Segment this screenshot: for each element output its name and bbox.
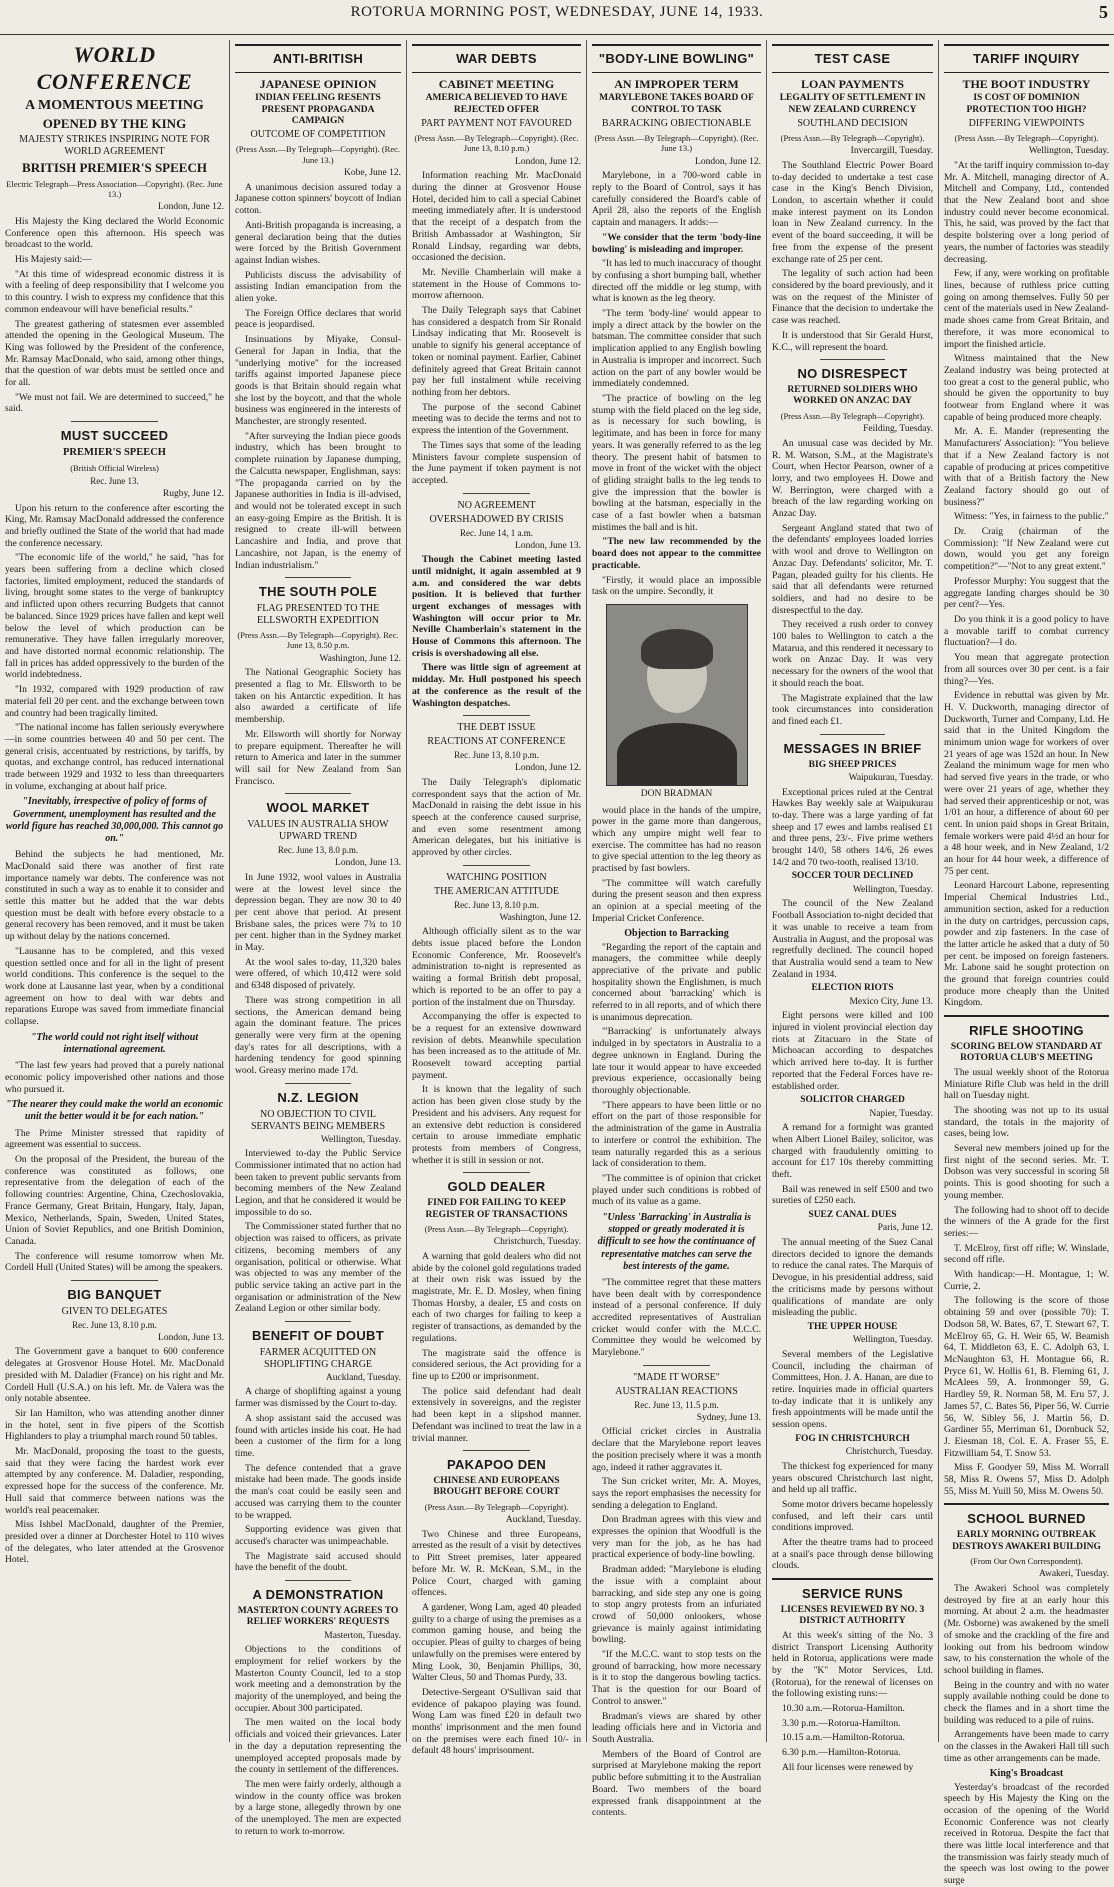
subheadline: SOCCER TOUR DECLINED: [791, 871, 914, 882]
paragraph: The Times says that some of the leading Ministers favour complete suspension of the June payment if token payment is not accepted.: [412, 439, 581, 486]
paragraph: Evidence in rebuttal was given by Mr. H. V. Duckworth, managing director of Duckworth, Turner and Company, Ltd. He said that in the United Kingdom the minimum union wage for workers of over 21 years of age was 152d an hour. In New Zealand the minimum wage for men who had served five years in the trade, or who were over 21 years of age, whether they had served their apprenticeship or not, was 1/01 an hour, a difference of about 60 per cent. In union paid shops in Great Britain, female workers were paid 4½d an hour for a 48 hour week, and in New Zealand, 1/2 an hour for 44 hour week, a difference of 75 per cent.: [944, 690, 1109, 877]
paragraph: The Foreign Office declares that world peace is jeopardised.: [235, 307, 401, 331]
dateline: Auckland, Tuesday.: [505, 1515, 581, 1526]
paragraph: "The term 'body-line' would appear to imply a direct attack by the bowler on the batsman. The committee consider that such implication applied to any English bowling in Australia is improper and incorrect. Such action on the part of any bowler would be immediately condemned.: [592, 308, 761, 390]
subheadline: LICENSES REVIEWED BY NO. 3 DISTRICT AUTHORITY: [780, 1605, 925, 1627]
dateline: Paris, June 12.: [877, 1223, 933, 1234]
column-world-conference: [0, 40, 229, 1742]
divider: [285, 1321, 351, 1322]
paragraph: The Magistrate explained that the law took circumstances into consideration and fined each £1.: [772, 692, 933, 727]
dateline: Invercargill, Tuesday.: [850, 146, 933, 157]
divider: [820, 734, 884, 735]
received-date: Rec. June 14, 1 a.m.: [460, 527, 533, 538]
dateline: London, June 12.: [695, 156, 761, 167]
headline: MESSAGES IN BRIEF: [783, 740, 922, 756]
headline-box: [412, 44, 581, 73]
paragraph: Anti-British propaganda is increasing, a general declaration being that the duties were forced by the British Government against Indian wishes.: [235, 219, 401, 266]
subheadline: AMERICA BELIEVED TO HAVE REJECTED OFFER: [425, 93, 568, 115]
paragraph: The greatest gathering of statesmen ever assembled attended the opening in the Geological Museum. The King was followed by the President of the conference, Mr. Ramsay MacDonald, who said, among other things, that the question of war debts must be settled once and for all.: [5, 318, 224, 389]
paragraph: His Majesty the King declared the World Economic Conference open this afternoon. His speech was broadcast to the world.: [5, 215, 224, 251]
divider: [463, 493, 531, 494]
paragraph: T. McElroy, first off rifle; W. Winslade, second off rifle.: [944, 1242, 1109, 1266]
dateline: London, June 13.: [515, 540, 581, 551]
subheadline: AN IMPROPER TERM: [614, 76, 739, 91]
column-tariff-inquiry: [938, 40, 1114, 1887]
subheadline: "MADE IT WORSE": [633, 1371, 720, 1383]
news-credit: (Press Assn.—By Telegraph—Copyright). (Rec. June 13, 8.10 p.m.): [414, 133, 579, 154]
paragraph: "We must not fail. We are determined to succeed," he said.: [5, 391, 224, 415]
headline: RIFLE SHOOTING: [969, 1023, 1084, 1039]
paragraph: "The committee will watch carefully during the present season and then express an opinion at a special meeting of the Imperial Cricket Conference.: [592, 877, 761, 924]
dateline: Wellington, Tuesday.: [852, 884, 933, 895]
dateline: Napier, Tuesday.: [869, 1108, 933, 1119]
paragraph: "The economic life of the world," he said, "has for years been suffering from a decline which closed factories, limited employment, reduced the standards of living, brought some states to the verge of bankruptcy and inflicted upon others recurring Budgets that cannot be balanced. Since 1929 prices have fallen and kept well below the level of which production can be remunerative. They have fallen irregularly moreover, and have distorted normal economic relationship. The fall in prices has added oppressively to the burden of the world indebtedness.: [5, 552, 224, 681]
paragraph: On the proposal of the President, the bureau of the conference was constituted as follows, one representative from the delegation of each of the following countries: Argentine, China, Czechoslovakia, France Germany, Great Britain, Hungary, Italy, Japan, Mexico, Netherlands, Spain, Sweden, United States, Union of Soviet Republics, and one British Dominion, Canada.: [5, 1153, 224, 1247]
paragraph: The Government gave a banquet to 600 conference delegates at Grosvenor House Hotel. Mr. MacDonald presided with M. Daladier (France) on his right and Mr. Cordell Hull (U.S.A.) on his left. Mr. de Valera was the only notable absentee.: [5, 1346, 224, 1405]
dateline: London, June 13.: [335, 858, 401, 869]
subheadline: VALUES IN AUSTRALIA SHOW UPWARD TREND: [247, 819, 389, 843]
paragraph: Eight persons were killed and 100 injured in violent provincial election day riots at Zitacuaro in the State of Michoacan according to despatches which arrived here to-day. It is further reported that the Federal Forces have re-established order.: [772, 1010, 933, 1092]
subheadline: DIFFERING VIEWPOINTS: [968, 118, 1085, 130]
subheadline: AUSTRALIAN REACTIONS: [615, 1385, 738, 1397]
headline: WORLD CONFERENCE: [36, 42, 193, 94]
paragraph: The men were fairly orderly, although a window in the county office was broken by a large stone, allegedly thrown by one of the unemployed. The men are expected to return to work to-morrow.: [235, 1778, 401, 1837]
subheadline: THE UPPER HOUSE: [807, 1321, 898, 1332]
news-credit: (British Official Wireless): [70, 462, 159, 473]
headline: ANTI-BRITISH: [272, 51, 364, 66]
pull-quote: "Unless 'Barracking' in Australia is stopped or greatly moderated it is difficult to see how the continuance of representative matches can serve the best interests of the game.: [597, 1212, 756, 1272]
column-anti-british: [229, 40, 406, 1837]
headline: NO DISRESPECT: [797, 366, 908, 382]
headline: SCHOOL BURNED: [967, 1511, 1086, 1527]
dateline: London, June 12.: [158, 202, 224, 213]
paragraph: You mean that aggregate protection from all sources over 30 per cent. is a fair thing?—Yes.: [944, 652, 1109, 687]
paragraph: Upon his return to the conference after escorting the King, Mr. Ramsay MacDonald addressed the conference and briefly outlined the State of the world that had made the conference necessary.: [5, 502, 224, 549]
paragraph: Yesterday's broadcast of the recorded speech by His Majesty the King on the occasion of the opening of the World Economic Conference was not clearly received in Rotorua. Despite the fact that there was little local interference and that the transmission was fairly steady much of the speech was lost owing to the power surge: [944, 1781, 1109, 1887]
news-credit: (Press Assn.—By Telegraph—Copyright). (Rec. June 13.): [235, 144, 401, 165]
news-credit: (Press Assn.—By Telegraph—Copyright). (Rec. June 13.): [594, 133, 759, 154]
headline: TARIFF INQUIRY: [973, 51, 1080, 66]
subheadline: SUEZ CANAL DUES: [808, 1210, 897, 1221]
headline: TEST CASE: [814, 51, 891, 66]
divider: [944, 1503, 1109, 1505]
divider: [285, 793, 351, 794]
masthead: [0, 0, 1114, 35]
pull-quote: "The nearer they could make the world an economic unit the better would it be for each nation.": [5, 1099, 224, 1123]
paragraph: The purpose of the second Cabinet meeting was to decide the terms and not to express the intention of the Government.: [412, 401, 581, 437]
paragraph: The men waited on the local body officials and voiced their grievances. Later in the day a deputation representing the unemployed accepted proposals made by the county in settlement of the differences.: [235, 1717, 401, 1776]
paragraph: A gardener, Wong Lam, aged 40 pleaded guilty to a charge of using the premises as a common gaming house, and being the occupier. Pleas of guilty to charges of being unlawfully on the premises were entered by Ming Look, 30, Benjamin Phillips, 30, Walter Cleus, 50 and Thomas Purdy, 33.: [412, 1602, 581, 1684]
paragraph: The Sun cricket writer, Mr. A. Moyes, says the report emphasises the necessity for sending a delegation to England.: [592, 1476, 761, 1511]
dateline: Awakeri, Tuesday.: [1038, 1569, 1109, 1580]
news-credit: (Press Assn.—By Telegraph—Copyright).: [424, 1224, 569, 1235]
paragraph: Bradman's views are shared by other leading officials here and in Victoria and South Australia.: [592, 1710, 761, 1745]
dateline: Feilding, Tuesday.: [863, 424, 933, 435]
news-credit: (Press Assn.—By Telegraph—Copyright).: [780, 133, 925, 144]
subheadline: OVERSHADOWED BY CRISIS: [429, 513, 564, 525]
dateline: Washington, June 12.: [499, 912, 581, 923]
subheadline: BRITISH PREMIER'S SPEECH: [22, 160, 207, 176]
divider: [285, 1083, 351, 1084]
news-credit: (Press Assn.—By Telegraph—Copyright).: [780, 410, 925, 421]
subheadline: CHINESE AND EUROPEANS BROUGHT BEFORE COURT: [433, 1476, 560, 1498]
photo-shoulders: [617, 723, 737, 785]
subheadline: MASTERTON COUNTY AGREES TO RELIEF WORKERS' REQUESTS: [237, 1605, 399, 1628]
divider: [463, 1172, 531, 1173]
paragraph: Miss F. Goodyer 59, Miss M. Worrall 58, Miss R. Owens 57, Miss D. Adolph 55, Miss M. Yuill 50, Miss M. Owens 50.: [944, 1462, 1109, 1497]
headline: BIG BANQUET: [67, 1287, 162, 1303]
paragraph: Some motor drivers became hopelessly confused, and left their cars until conditions improved.: [772, 1498, 933, 1534]
received-date: Rec. June 13, 11.5 p.m.: [634, 1399, 719, 1410]
paragraph: Behind the subjects he had mentioned, Mr. MacDonald said there was another of first rate importance namely war debts. The conference was not constituted in such a way as to enable it to consider and settle this matter but he added that the war debts question must be dealt with before every obstacle to a general recovery has been removed, and it must be taken up without delay by the nations concerned.: [5, 849, 224, 943]
paragraph: "The national income has fallen seriously everywhere—in some countries between 40 and 50 per cent. The general crisis, accentuated by restrictions, by tariffs, by quotas, and exchange control, has reduced international trade between 1929 and 1932 to less than threequarters in volume, exchanging at about half price.: [5, 722, 224, 792]
paragraph: A unanimous decision assured today a Japanese cotton spinners' boycott of Indian cotton.: [235, 181, 401, 217]
paragraph: "There appears to have been little or no effort on the part of those responsible for the administration of the game in Australia to interfere or control the exhibition. The team naturally regarded this as a serious lack of consideration to them.: [592, 1099, 761, 1170]
dateline: Auckland, Tuesday.: [325, 1372, 401, 1383]
paragraph: The magistrate said the offence is considered serious, the Act providing for a fine up to £200 or imprisonment.: [412, 1347, 581, 1382]
news-credit: (Press Assn.—By Telegraph—Copyright). Rec. June 13, 8.50 p.m.: [237, 630, 399, 651]
dateline: Masterton, Tuesday.: [324, 1630, 401, 1641]
paragraph: The Daily Telegraph's diplomatic correspondent says that the action of Mr. MacDonald in raising the debt issue in his speech at the conference caused surprise, and even some resentment among American delegates, but his initiative is approved by other circles.: [412, 776, 581, 859]
subheadline: IS COST OF DOMINION PROTECTION TOO HIGH?: [966, 93, 1087, 115]
subheadline: PREMIER'S SPEECH: [63, 447, 166, 459]
column-test-case: [766, 40, 938, 1773]
paragraph: Accompanying the offer is expected to be a request for an extensive downward revision of debts. Meanwhile speculation has been increased as to the attitude of Mr. Roosevelt toward accepting partial payment.: [412, 1011, 581, 1081]
paragraph: Mr. Ellsworth will shortly for Norway to prepare equipment. Thereafter he will return to America and later in the summer will sail for New Zealand from San Francisco.: [235, 728, 401, 787]
portrait-photo: [606, 604, 748, 786]
column-body-line-bowling: [586, 40, 766, 1819]
paragraph: "The new law recommended by the board does not appear to the committee practicable.: [592, 536, 761, 571]
paragraph: Miss Ishbel MacDonald, daughter of the Premier, presided over a dinner at Dorchester Hotel to 110 wives of the delegates, who later attended at the Grosvenor Hotel.: [5, 1519, 224, 1566]
paragraph: An unusual case was decided by Mr. R. M. Watson, S.M., at the Magistrate's Court, when Hector Pearson, owner of a lorry, and two employees H. Dowe and W. Berrington, were charged with a breach of the law regarding working on Anzac Day.: [772, 437, 933, 520]
paragraph: "Firstly, it would place an impossible task on the umpire. Secondly, it: [592, 574, 761, 598]
news-credit: Electric Telegraph—Press Association—Copyright). (Rec. June 13.): [6, 178, 223, 199]
paragraph: The Prime Minister stressed that rapidity of agreement was essential to success.: [5, 1127, 224, 1151]
paragraph: Supporting evidence was given that accused's character was unimpeachable.: [235, 1524, 401, 1547]
paragraph: Bradman added: "Marylebone is eluding the issue with a complaint about barracking, and side step any one is going to stop angry protests from an infuriated crowd of 50,000 onlookers, whose grievance is mainly against intimidating bowling.: [592, 1564, 761, 1646]
paragraph: There was little sign of agreement at midday. Mr. Hull postponed his speech at the conference as the result of the Washington despatches.: [412, 662, 581, 709]
paragraph: Publicists discuss the advisability of assisting Indian emancipation from the alien yoke.: [235, 269, 401, 305]
paragraph: It is understood that Sir Gerald Hurst, K.C., will represent the board.: [772, 329, 933, 353]
paragraph: The defence contended that a grave mistake had been made. The goods inside the man's coat could be easily seen and accused was carrying them to the counter to be wrapped.: [235, 1462, 401, 1521]
paragraph: Official cricket circles in Australia declare that the Marylebone report leaves the position precisely where it was a month ago, indeed it rather aggravates it.: [592, 1426, 761, 1473]
paragraph: Several members of the Legislative Council, including the chairman of Committees, Hon. J. A. Hanan, are due to retire. Inquiries made in official quarters to-day indicate that it is unlikely any fresh appointments will be made until the session opens.: [772, 1348, 933, 1431]
paragraph: The annual meeting of the Suez Canal directors decided to ignore the demands to reduce the canal rates. The Marquis of Devogue, in his presidential address, said the criticisms made by persons without qualifications of mandate are only misleading the public.: [772, 1237, 933, 1319]
dateline: Sydney, June 13.: [696, 1412, 761, 1423]
headline: GOLD DEALER: [447, 1179, 546, 1195]
dateline: Wellington, Tuesday.: [852, 1335, 933, 1346]
paragraph: At the wool sales to-day, 11,320 bales were offered, of which 10,412 were sold and 6348 disposed of privately.: [235, 956, 401, 992]
paragraph: 3.30 p.m.—Rotorua-Hamilton.: [782, 1717, 901, 1729]
paragraph: 10.30 a.m.—Rotorua-Hamilton.: [782, 1703, 905, 1715]
paragraph: Insinuations by Miyake, Consul-General for Japan in India, that the "underlying motive" for the increased tariffs against imported Japanese piece goods is that Britain should regain what she lost by the boycott, and that the whole business was engineered in the interests of Manchester, are strongly resented.: [235, 334, 401, 428]
paragraph: Few, if any, were working on profitable lines, because of ruthless price cutting going on among themselves. Fully 50 per cent of the materials used in New Zealand-made shoes came from Great Britain, and therefore, it was more economical to import the finished article.: [944, 268, 1109, 350]
photo-caption: DON BRADMAN: [640, 788, 713, 799]
paragraph: "At this time of widespread economic distress it is with a feeling of deep responsibility that I welcome you to this country. I wish to express my confidence that this common endeavour will have beneficial results.": [5, 268, 224, 315]
paragraph: Witness: "Yes, in fairness to the public.": [954, 511, 1109, 523]
paragraph: "'Barracking' is unfortunately always indulged in by spectators in Australia to a degree unknown in England. During the late tour it would appear to have exceeded previous experience, occasionally being thoroughly objectionable.: [592, 1026, 761, 1096]
paragraph: Bail was renewed in self £500 and two sureties of £250 each.: [772, 1183, 933, 1207]
paragraph: "The committee is of opinion that cricket played under such conditions is robbed of much of its value as a game.: [592, 1172, 761, 1208]
paragraph: Detective-Sergeant O'Sullivan said that evidence of pakapoo playing was found. Wong Lam was fined £20 in default two months' imprisonment and the men found on the premises were each fined 10/- in default 48 hours' imprisonment.: [412, 1686, 581, 1757]
subheadline: SOUTHLAND DECISION: [797, 118, 908, 130]
subheadline: BARRACKING OBJECTIONABLE: [601, 118, 752, 130]
subheadline: THE DEBT ISSUE: [457, 722, 536, 734]
subheadline: JAPANESE OPINION: [259, 76, 377, 91]
subheadline: SOLICITOR CHARGED: [800, 1095, 905, 1106]
paragraph: A shop assistant said the accused was found with articles inside his coat. He had been a customer of the firm for a long time.: [235, 1412, 401, 1459]
paragraph: 6.30 p.m.—Hamilton-Rotorua.: [782, 1747, 901, 1759]
page-number: 5: [1099, 2, 1108, 22]
divider: [463, 715, 531, 716]
subheadline: THE BOOT INDUSTRY: [962, 76, 1091, 91]
subheadline: NO OBJECTION TO CIVIL SERVANTS BEING MEMBERS: [250, 1108, 386, 1132]
divider: [643, 1365, 711, 1366]
headline-box: [772, 44, 933, 73]
dateline: Kobe, June 12.: [344, 168, 401, 179]
paragraph: The Southland Electric Power Board to-day decided to undertake a test case case in the King's Bench Division, London, to ascertain whether it could make interest payment on its London loan in New Zealand currency. In the event of the board succeeding, it will be free from the expense of the present exchange rate of 25 per cent.: [772, 159, 933, 265]
headline: WAR DEBTS: [456, 51, 537, 66]
subheadline: LOAN PAYMENTS: [800, 76, 904, 91]
dateline: Wellington, Tuesday.: [1028, 146, 1109, 157]
subheadline: MARYLEBONE TAKES BOARD OF CONTROL TO TASK: [599, 93, 754, 115]
paragraph: There was strong competition in all sections, the American demand being again the dominant feature. The prices generally were very firm at the opening day's rates for all descriptions, with a hardening tendency for good spinning wool. Greasy merino made 17d.: [235, 994, 401, 1077]
paragraph: A charge of shoplifting against a young farmer was dismissed by the Court to-day.: [235, 1386, 401, 1410]
divider: [463, 865, 531, 866]
subheadline: EARLY MORNING OUTBREAK DESTROYS AWAKERI BUILDING: [952, 1530, 1101, 1552]
paragraph: "Regarding the report of the captain and managers, the committee while deeply appreciative of the private and public hospitality shown the Englishmen, is much concerned about 'barracking' which is referred to in all reports, and of which there is unanimous deprecation.: [592, 941, 761, 1023]
headline: N.Z. LEGION: [277, 1089, 359, 1105]
headline: A DEMONSTRATION: [252, 1587, 384, 1603]
subheadline: OPENED BY THE KING: [42, 116, 187, 132]
divider: [285, 577, 351, 578]
photo-hair: [641, 629, 713, 669]
headline: BENEFIT OF DOUBT: [252, 1328, 384, 1344]
pull-quote: "Inevitably, irrespective of policy of forms of Government, unemployment has resulted and the world figure has reached 30,000,000. This cannot go on.": [5, 796, 224, 844]
paragraph: Exceptional prices ruled at the Central Hawkes Bay weekly sale at Waipukurau to-day. There was a large yarding of fat sheep and 17 ewes and lambs realised £1 and three pens, 23/-. Five prime wethers brought 14/0, 58 others 14/6, 26 ewes 14/2 and 70 two-tooth, realised 13/10.: [772, 786, 933, 868]
divider: [772, 1578, 933, 1580]
masthead-title: ROTORUA MORNING POST, WEDNESDAY, JUNE 14, 1933.: [350, 4, 764, 20]
paragraph: It is known that the legality of such action has been given close study by the President and his advisers. Any request for an extensive debt reduction is considered certain to arouse immediate emphatic protests from members of Congress, whether it is still in session or not.: [412, 1084, 581, 1166]
headline: WOOL MARKET: [266, 800, 370, 816]
dateline: Wellington, Tuesday.: [320, 1134, 401, 1145]
news-credit: (Press Assn.—By Telegraph—Copyright).: [424, 1501, 569, 1512]
paragraph: Professor Murphy: You suggest that the aggregate landing charges should be 30 per cent?—Yes.: [944, 575, 1109, 611]
paragraph: All four licenses were renewed by: [782, 1761, 914, 1773]
dateline: Christchurch, Tuesday.: [845, 1447, 933, 1458]
subheadline: OUTCOME OF COMPETITION: [250, 129, 386, 141]
paragraph: The Awakeri School was completely destroyed by fire at an early hour this morning. At about 2 a.m. the headmaster (Mr. Osborne) was awakened by the smell of smoke and the crackling of the fire and looking out from his bedroom window saw, to his consternation the whole of the school building in flames.: [944, 1583, 1109, 1676]
received-date: Rec. June 13, 8.10 p.m.: [454, 750, 539, 761]
dateline: Mexico City, June 13.: [849, 996, 933, 1007]
paragraph: Leonard Harcourt Labone, representing Imperial Chemical Industries Ltd., ammunition section, asked for a reduction in the duty on cartridges, percussion caps, powder and zip fasteners. In the case of the latter article he asked that a duty of 50 per cent. be imposed on foreign fasteners. Mr. Labone said he sought protection on the ground that foreign countries could produce more cheaply than the United Kingdom.: [944, 880, 1109, 1009]
paragraph: "The last few years had proved that a purely national economic policy impoverished other nations and those who pursued it.: [5, 1060, 224, 1095]
paragraph: 10.15 a.m.—Hamilton-Rotorua.: [782, 1732, 905, 1744]
paragraph: Being in the country and with no water supply available nothing could be done to check the flames and in a short time the building was reduced to a pile of ruins.: [944, 1679, 1109, 1726]
paragraph: "In 1932, compared with 1929 production of raw material fell 20 per cent. and the exchange between town and country had been tragically limited.: [5, 684, 224, 719]
subheadline: CABINET MEETING: [438, 76, 555, 91]
subheadline: FARMER ACQUITTED ON SHOPLIFTING CHARGE: [259, 1346, 377, 1370]
paragraph: Objections to the conditions of employment for relief workers by the Masterton County Council, led to a stop work meeting and a demonstration by the majority of the unemployed, and being the occupier. About 300 participated.: [235, 1644, 401, 1714]
dateline: London, June 12.: [515, 156, 581, 167]
headline-box: [235, 44, 401, 73]
paragraph: Mr. A. E. Mander (representing the Manufacturers' Association): "You believe that if a New Zealand factory is not capable of producing at prices competitive with that of a British factory the New Zealand factory should go out of business?": [944, 426, 1109, 508]
dateline: London, June 12.: [515, 763, 581, 774]
paragraph: In June 1932, wool values in Australia were at the lowest level since the depression began. They are now 30 to 40 per cent above that period. At present Brisbane sales, the prices were 7¾ to 10 per cent. higher than in the Sydney market in May.: [235, 871, 401, 954]
subheadline: King's Broadcast: [989, 1767, 1064, 1779]
subheadline: REACTIONS AT CONFERENCE: [427, 736, 566, 748]
paragraph: The shooting was not up to its usual standard, the totals in the majority of cases, being low.: [944, 1104, 1109, 1140]
paragraph: The Daily Telegraph says that Cabinet has considered a despatch from Sir Ronald Lindsay indicating that Mr. Roosevelt is unable to signify his general acceptance of token or nominal payment. Earlier, Cabinet definitely agreed that Great Britain cannot pay her full instalment while receiving nothing from her debtors.: [412, 305, 581, 398]
paragraph: The conference will resume tomorrow when Mr. Cordell Hull (United States) will be among the speakers.: [5, 1250, 224, 1274]
dateline: Christchurch, Tuesday.: [493, 1237, 581, 1248]
divider: [71, 421, 159, 422]
divider: [463, 1450, 531, 1451]
paragraph: Do you think it is a good policy to have a movable tariff to combat currency fluctuation?—I do.: [944, 613, 1109, 649]
paragraph: "We consider that the term 'body-line bowling' is misleading and improper.: [592, 231, 761, 255]
received-date: Rec. June 13, 8.10 p.m.: [72, 1319, 157, 1330]
subheadline: Objection to Barracking: [624, 927, 729, 939]
paragraph: The National Geographic Society has presented a flag to Mr. Ellsworth to be taken on his Antarctic expedition. It has also awarded a certificate of life membership.: [235, 667, 401, 726]
subheadline: FINED FOR FAILING TO KEEP REGISTER OF TRANSACTIONS: [425, 1198, 568, 1220]
dateline: London, June 13.: [158, 1332, 224, 1343]
paragraph: "The practice of bowling on the leg stump with the field placed on the leg side, as is necessary for such bowling, is legitimate, and has been in force for many years. It was generally referred to as the leg theory. The present habit of batsmen to move in front of the wicket with the object of gliding straight balls to the leg tends to give the impression that the bowler is bowling at the batsman, especially in the case of a fast bowler when a batsman mistimes the ball and is hit.: [592, 392, 761, 533]
paragraph: The Commissioner stated further that no objection was raised to officers, as private citizens, becoming members of any organisation, political or otherwise. What was objected to was any member of the public service taking an active part in the organisation or administration of the New Zealand Legion or other similar body.: [235, 1221, 401, 1315]
subheadline: LEGALITY OF SETTLEMENT IN NEW ZEALAND CURRENCY: [779, 93, 926, 115]
dateline: Waipukurau, Tuesday.: [848, 772, 933, 783]
subheadline: NO AGREEMENT: [457, 499, 536, 511]
subheadline: BIG SHEEP PRICES: [808, 759, 897, 770]
paragraph: The legality of such action had been considered by the board previously, and it was on the request of the Minister of Finance that the decision to undertake the case was reached.: [772, 268, 933, 327]
paragraph: The following had to shoot off to decide the winners of the A grade for the first series:—: [944, 1204, 1109, 1239]
subheadline: FOG IN CHRISTCHURCH: [795, 1433, 910, 1444]
paragraph: "At the tariff inquiry commission to-day Mr. A. Mitchell, managing director of A. Mitchell and Company, Ltd., contended that the New Zealand boot and shoe industry could never become economical. This, he said, was proved by the fact that despite bolstering over a long period of years, the number of factories was steadily decreasing.: [944, 159, 1109, 265]
dateline: Rugby, June 12.: [162, 488, 224, 499]
paragraph: Sir Ian Hamilton, who was attending another dinner in the hotel, sent in five pipers of the Scottish Highlanders to play a triumphal march round 50 tables.: [5, 1407, 224, 1443]
paragraph: Two Chinese and three Europeans, arrested as the result of a visit by detectives to Pitt Street premises, later appeared before Mr. W. R. McKean, S.M., in the Police Court, charged with gaming offences.: [412, 1528, 581, 1599]
paragraph: Interviewed to-day the Public Service Commissioner intimated that no action had been taken to prevent public servants from becoming members of the New Zealand Legion, and that he considered it would be impossible to do so.: [235, 1148, 401, 1218]
news-credit: (Press Assn.—By Telegraph—Copyright).: [954, 133, 1099, 144]
paragraph: "The committee regret that these matters have been dealt with by correspondence instead of a personal conference. If duly accredited representatives of Australian cricket would confer with the M.C.C. Committee they would be welcomed by Marylebone.": [592, 1276, 761, 1359]
paragraph: Information reaching Mr. MacDonald during the dinner at Grosvenor House Hotel, decided him to call a special Cabinet meeting immediately after. It is understood that the receipt of a despatch from the British Ambassador at Washington, Sir Ronald Lindsay, regarding war debts, occasioned the decision.: [412, 170, 581, 264]
paragraph: A remand for a fortnight was granted when Albert Lionel Bailey, solicitor, was charged with fraudulently omitting to account for £17 10s thereby committing theft.: [772, 1122, 933, 1180]
paragraph: "It has led to much inaccuracy of thought by confusing a short bumping ball, whether directed off the middle or leg stump, with what is known as the leg theory.: [592, 258, 761, 305]
subheadline: MAJESTY STRIKES INSPIRING NOTE FOR WORLD AGREEMENT: [19, 134, 210, 158]
divider: [820, 359, 884, 360]
subheadline: WATCHING POSITION: [446, 871, 547, 883]
paragraph: Marylebone, in a 700-word cable in reply to the Board of Control, says it has carefully considered the Board's cable of April 28, also the reports of the English captain and managers. It adds:—: [592, 170, 761, 229]
paragraph: Arrangements have been made to carry on the classes in the Awakeri Hall till such time as other arrangements can be made.: [944, 1729, 1109, 1764]
divider: [71, 1280, 159, 1281]
paragraph: Though the Cabinet meeting lasted until midnight, it again assembled at 9 a.m. and considered the war debts position. It is believed that further urgent exchanges of messages with Washington will occur prior to Mr. Neville Chamberlain's statement in the House of Commons this afternoon. The crisis is overshadowing all else.: [412, 554, 581, 659]
columns: [0, 40, 1114, 1887]
paragraph: Mr. Neville Chamberlain will make a statement in the House of Commons to-morrow afternoon.: [412, 266, 581, 302]
headline-box: [592, 44, 761, 73]
paragraph: At this week's sitting of the No. 3 district Transport Licensing Authority held in Rotorua, applications were made by the "K" Motor Services, Ltd. (Rotorua), for the renewal of licenses on the following existing runs:—: [772, 1629, 933, 1700]
divider: [944, 1015, 1109, 1017]
paragraph: Sergeant Angland stated that two of the defendants' employees loaded lorries with wool and drove to Wellington on Anzac Day. Defendants' solicitor, Mr. T. Pagan, pleaded guilty for his clients. He said that all defendants were returned soldiers, and had no desire to be disrespectful to the day.: [772, 522, 933, 616]
pull-quote: "The world could not right itself without international agreement.: [30, 1031, 199, 1055]
paragraph: would place in the hands of the umpire, power in the game more than dangerous, which any umpire might well fear to exercise. The committee has had no reason to give special attention to the leg theory as practised by fast bowlers.: [592, 804, 761, 875]
paragraph: Don Bradman agrees with this view and expresses the opinion that Woodfull is the very man for the job, as he has had practical experience of body-line bowling.: [592, 1514, 761, 1561]
paragraph: Members of the Board of Control are surprised at Marylebone making the report public before submitting it to the Australian Board. Two members of the board expressed frank disappointment at the contents.: [592, 1748, 761, 1819]
column-war-debts: [406, 40, 586, 1757]
received-date: Rec. June 13, 8.10 p.m.: [454, 899, 539, 910]
subheadline: THE AMERICAN ATTITUDE: [434, 885, 559, 897]
received-date: Rec. June 13.: [90, 476, 139, 486]
headline: MUST SUCCEED: [60, 428, 169, 444]
paragraph: A warning that gold dealers who did not abide by the colonel gold regulations traded at their own risk was issued by the magistrate, Mr. E. D. Mosley, when fining Thomas Horsby, a dealer, £5 and costs on each of two charges for failing to keep a register of transactions, as demanded by the regulations.: [412, 1250, 581, 1344]
subheadline: A MOMENTOUS MEETING: [25, 97, 204, 113]
paragraph: Mr. MacDonald, proposing the toast to the guests, said that they were facing the hardest work ever attempted by any conference. M. Daladier, responding, expressed hope for the success of the conference. Mr. Hull said that commerce between nations was the world's real peacemaker.: [5, 1446, 224, 1516]
subheadline: RETURNED SOLDIERS WHO WORKED ON ANZAC DAY: [787, 385, 918, 407]
paragraph: With handicap:—H. Montague, 1; W. Currie, 2.: [944, 1269, 1109, 1292]
dateline: Washington, June 12.: [319, 653, 401, 664]
paragraph: Several new members joined up for the first night of the second series. Mr. T. Dobson was very successful in scoring 58 points. This is good shooting for such a young member.: [944, 1143, 1109, 1201]
subheadline: GIVEN TO DELEGATES: [61, 1305, 168, 1317]
paragraph: "Lausanne has to be completed, and this vexed question settled once and for all in the light of present world conditions. This conference is the sequel to the work done at Lausanne last year, when by a conditional agreement on how to deal with war debts and reparations Europe was saved from immediate financial collapse.: [5, 945, 224, 1028]
news-credit: (From Our Own Correspondent).: [970, 1556, 1083, 1567]
subheadline: SCORING BELOW STANDARD AT ROTORUA CLUB'S MEETING: [950, 1042, 1103, 1064]
headline: THE SOUTH POLE: [258, 584, 378, 600]
paragraph: "If the M.C.C. want to stop tests on the ground of barracking, how more necessary is it to stop the dangerous bowling tactics. That is the question for our Board of Control to answer.": [592, 1649, 761, 1707]
paragraph: They received a rush order to convey 100 bales to Wellington to catch a the Matarua, and this rendered it necessary to work on Anzac Day. It was very necessary for the owners of the wool that it should reach the boat.: [772, 619, 933, 689]
divider: [285, 1580, 351, 1581]
paragraph: The Magistrate said accused should have the benefit of the doubt.: [235, 1550, 401, 1574]
subheadline: INDIAN FEELING RESENTS PRESENT PROPAGANDA CAMPAIGN: [255, 93, 381, 127]
headline: "BODY-LINE BOWLING": [598, 51, 755, 66]
received-date: Rec. June 13, 8.0 p.m.: [277, 845, 359, 856]
paragraph: The usual weekly shoot of the Rotorua Miniature Rifle Club was held in the drill hall on Tuesday night.: [944, 1066, 1109, 1102]
paragraph: After the theatre trams had to proceed at a snail's pace through dense billowing clouds.: [772, 1537, 933, 1572]
subheadline: FLAG PRESENTED TO THE ELLSWORTH EXPEDITION: [256, 603, 380, 627]
headline-box: [944, 44, 1109, 73]
paragraph: Witness maintained that the New Zealand industry was being protected at too great a cost to the general public, who should be given the opportunity to buy footwear from England where it was capable of being produced more cheaply.: [944, 353, 1109, 423]
headline: SERVICE RUNS: [802, 1586, 903, 1602]
paragraph: His Majesty said:—: [15, 254, 92, 266]
paragraph: The thickest fog experienced for many years obscured Christchurch last night, and held up all traffic.: [772, 1460, 933, 1496]
paragraph: Dr. Craig (chairman of the Commission): "If New Zealand were cut down, would you get any foreign competition?"—"Not to any great extent.": [944, 526, 1109, 573]
headline: PAKAPOO DEN: [446, 1457, 547, 1473]
paragraph: The following is the score of those obtaining 59 and over (possible 70): T. Dodson 58, W. Bates, 67, T. Stewart 67, T. McElroy 65, G. H. Weir 65, W. Beamish 64, T. Middleton 63, E. C. Adolph 63, I. McNaughton 63, H. Montague 66, R. Pryce 61, W. Hollis 61, B. Fleming 61, J. McAlees 59, A. Ironmonger 59, G. Hardley 59, R. Norman 58, M. Eru 57, J. James 57, C. Bates 56, Piper 56, W. Currie 56, W. Sibley 56, J. Martin 56, D. Gardiner 55, Merriman 61, Dornbuck 52, J. Eiesman 18, Col. E. A. Fraser 55, E. Fitzwilliam 54, T. Snow 53.: [944, 1295, 1109, 1459]
paragraph: Although officially silent as to the war debts issue placed before the London Economic Conference, Mr. Roosevelt's administration to-night is represented as waiting a formal British debt proposal, which is reported to be an offer to pay a portion of the instalment due on Thursday.: [412, 926, 581, 1008]
paragraph: "After surveying the Indian piece goods industry, which has been brought to complete ruination by Japanese dumping, the Calcutta newspaper, Englishman, says: "The propaganda carried on by the Japanese authorities in India is ill-advised, and would not be tolerated except in such an easy-going Empire as the British. It is resigned to create ill-will between Lancashire and India, and prove that Lancashire, not Japan, is the enemy of Indian industrialism.": [235, 430, 401, 571]
subheadline: ELECTION RIOTS: [811, 983, 894, 994]
paragraph: The police said defendant had dealt extensively in sovereigns, and the register had been kept in a slipshod manner. Defendant was inclined to treat the law in a trivial manner.: [412, 1385, 581, 1444]
paragraph: The council of the New Zealand Football Association to-night decided that it was unable to receive a team from Australia in August, and the proposal was regretfully declined. The council hoped that Australia would send a team to New Zealand in 1934.: [772, 898, 933, 980]
subheadline: PART PAYMENT NOT FAVOURED: [421, 118, 572, 130]
